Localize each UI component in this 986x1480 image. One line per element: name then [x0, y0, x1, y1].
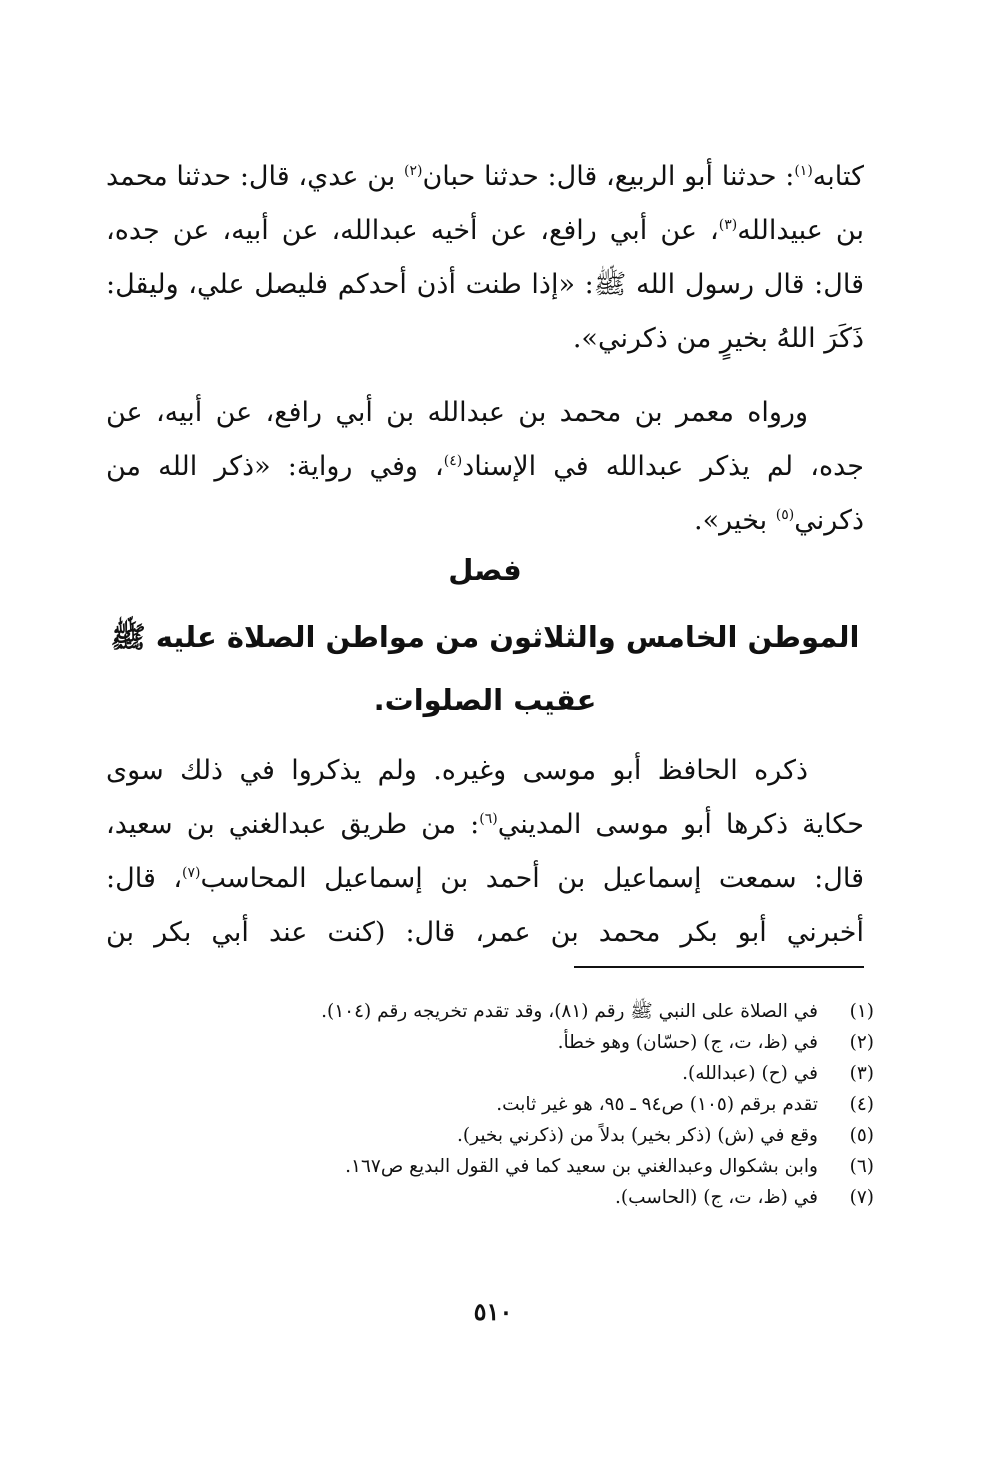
footnote-text: تقدم برقم (١٠٥) ص٩٤ ـ ٩٥، هو غير ثابت.	[496, 1094, 818, 1115]
footnote-text: في الصلاة على النبي ﷺ رقم (٨١)، وقد تقدم تخريجه رقم (١٠٤).	[321, 1001, 818, 1022]
footnote-number: (٧)	[849, 1187, 874, 1208]
paragraph-text: : من طريق عبدالغني بن سعيد، قال: سمعت إسماعيل بن أحمد بن إسماعيل المحاسب	[106, 809, 865, 894]
footnote-marker-6[interactable]: (٦)	[479, 811, 498, 827]
footnote-text: وابن بشكوال وعبدالغني بن سعيد كما في القول البديع ص١٦٧.	[345, 1156, 818, 1177]
footnote-number: (٣)	[849, 1063, 874, 1084]
paragraph-text: : حدثنا أبو الربيع، قال: حدثنا حبان	[422, 161, 795, 192]
footnote-item	[140, 1120, 874, 1151]
section-subtitle: عقيب الصلوات.	[373, 683, 597, 717]
paragraph-1	[106, 150, 864, 366]
footnote-item	[140, 1058, 874, 1089]
footnote-text: في (ظ، ت، ج) (حسّان) وهو خطأ.	[557, 1032, 818, 1053]
paragraph-text: ذكره الحافظ أبو موسى وغيره. ولم يذكروا في ذلك سوى حكاية ذكرها أبو موسى المديني	[106, 755, 864, 840]
footnote-item	[140, 1182, 874, 1213]
paragraph-text: ، عن أبي رافع، عن أخيه عبدالله، عن أبيه، عن جده، قال: قال رسول الله ﷺ: «إذا طنت أذن أحدكم فليصل علي، وليقل: ذَكَرَ اللهُ بخيرٍ من ذكرني».	[106, 215, 864, 354]
footnote-separator	[574, 966, 864, 968]
paragraph-text: ، وفي رواية: «ذكر الله من ذكرني	[106, 451, 864, 536]
section-heading	[106, 540, 864, 730]
footnotes-list	[140, 996, 874, 1213]
footnote-text: في (ظ، ت، ج) (الحاسب).	[615, 1187, 818, 1208]
footnote-marker-2[interactable]: (٢)	[403, 163, 423, 179]
paragraph-3	[106, 744, 864, 960]
footnote-marker-3[interactable]: (٣)	[718, 217, 738, 233]
section-body	[106, 744, 864, 960]
footnote-item	[140, 996, 874, 1027]
paragraph-text: كتابه	[812, 161, 864, 192]
footnote-marker-1[interactable]: (١)	[794, 163, 813, 179]
footnote-text: في (ح) (عبدالله).	[682, 1063, 818, 1084]
footnote-number: (٢)	[849, 1032, 874, 1053]
main-text	[106, 150, 864, 548]
footnote-number: (٤)	[849, 1094, 874, 1115]
footnote-number: (٥)	[849, 1125, 874, 1146]
footnote-item	[140, 1027, 874, 1058]
footnote-item	[140, 1151, 874, 1182]
paragraph-2	[106, 386, 864, 548]
footnote-text: وقع في (ش) (ذكر بخير) بدلاً من (ذكرني بخير).	[457, 1125, 818, 1146]
paragraph-text: بخير».	[694, 505, 776, 536]
footnote-number: (١)	[849, 1001, 874, 1022]
paragraph-text: ، قال: أخبرني أبو بكر محمد بن عمر، قال: (كنت عند أبي بكر بن	[106, 863, 864, 948]
footnote-marker-4[interactable]: (٤)	[443, 453, 463, 469]
paragraph-text: بن عدي، قال: حدثنا محمد بن عبيدالله	[106, 161, 864, 246]
footnote-number: (٦)	[849, 1156, 874, 1177]
footnote-marker-7[interactable]: (٧)	[182, 865, 201, 881]
page-number: ٥١٠	[473, 1297, 513, 1326]
footnote-item	[140, 1089, 874, 1120]
footnote-marker-5[interactable]: (٥)	[775, 507, 795, 523]
paragraph-text: ورواه معمر بن محمد بن عبدالله بن أبي رافع، عن أبيه، عن جده، لم يذكر عبدالله في الإسناد	[106, 397, 864, 482]
section-label: فصل	[448, 553, 522, 587]
section-title: الموطن الخامس والثلاثون من مواطن الصلاة عليه ﷺ	[110, 620, 860, 654]
